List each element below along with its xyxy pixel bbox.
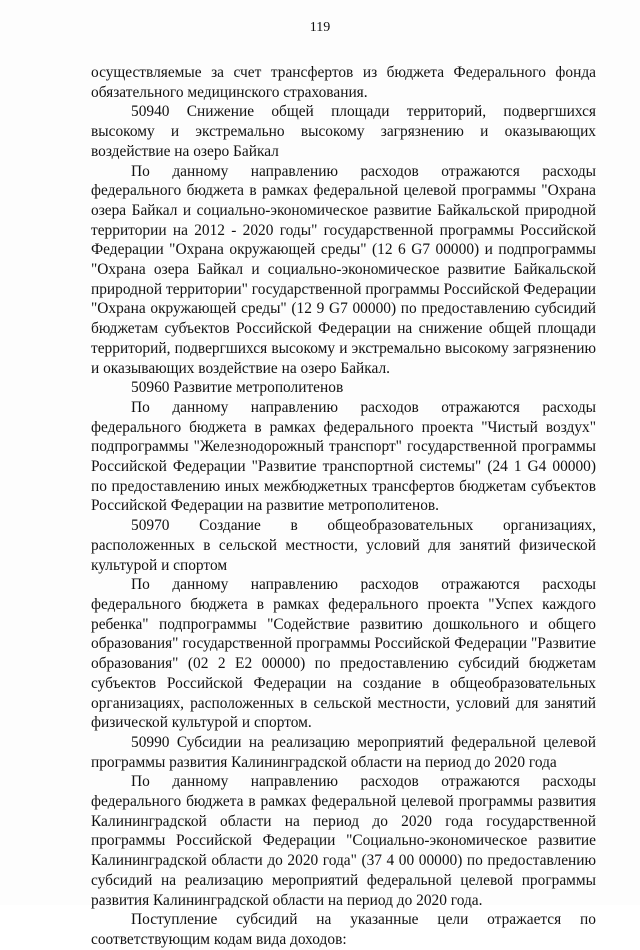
paragraph: По данному направлению расходов отражаются расходы федерального бюджета в рамках федеральной целевой программы "Охрана озера Байкал и социально-экономическое развитие Байкальской природной территории на 2012 - 2020 годы" государственной программы Российской Федерации "Охрана окружающей среды" (12 6 G7 00000) и подпрограммы "Охрана озера Байкал и социально-экономическое развитие Байкальской природной территории" государственной программы Российской Федерации "Охрана окружающей среды" (12 9 G7 00000) по предоставлению субсидий бюджетам субъектов Российской Федерации на снижение общей площади территорий, подвергшихся высокому и экстремально высокому загрязнению и оказывающих воздействие на озеро Байкал.: [91, 162, 596, 377]
paragraph: осуществляемые за счет трансфертов из бюджета Федерального фонда обязательного медицинского страхования.: [91, 64, 596, 101]
document-body: [91, 63, 596, 950]
page-number: 119: [309, 20, 331, 35]
section-heading-50960: 50960 Развитие метрополитенов: [131, 379, 344, 397]
paragraph: Поступление субсидий на указанные цели отражается по соответствующим кодам вида доходов:: [91, 911, 596, 948]
section-heading-50940: 50940 Снижение общей площади территорий, подвергшихся высокому и экстремально высокому загрязнению и оказывающих воздействие на озеро Байкал: [91, 103, 596, 160]
paragraph: По данному направлению расходов отражаются расходы федерального бюджета в рамках федеральной целевой программы развития Калининградской области на период до 2020 года государственной программы Российской Федерации "Социально-экономическое развитие Калининградской области до 2020 года" (37 4 00 00000) по предоставлению субсидий на реализацию мероприятий федеральной целевой программы развития Калининградской области на период до 2020 года.: [91, 773, 596, 909]
section-heading-50990: 50990 Субсидии на реализацию мероприятий федеральной целевой программы развития Калининградской области на период до 2020 года: [91, 733, 596, 771]
section-heading-50970: 50970 Создание в общеобразовательных организациях, расположенных в сельской местности, условий для занятий физической культурой и спортом: [91, 517, 596, 574]
paragraph: По данному направлению расходов отражаются расходы федерального бюджета в рамках федерального проекта "Успех каждого ребенка" подпрограммы "Содействие развитию дошкольного и общего образования" государственной программы Российской Федерации "Развитие образования" (02 2 E2 00000) по предоставлению субсидий бюджетам субъектов Российской Федерации на создание в общеобразовательных организациях, расположенных в сельской местности, условий для занятий физической культурой и спортом.: [91, 576, 596, 732]
paragraph: По данному направлению расходов отражаются расходы федерального бюджета в рамках федерального проекта "Чистый воздух" подпрограммы "Железнодорожный транспорт" государственной программы Российской Федерации "Развитие транспортной системы" (24 1 G4 00000) по предоставлению иных межбюджетных трансфертов бюджетам субъектов Российской Федерации на развитие метрополитенов.: [91, 398, 596, 515]
